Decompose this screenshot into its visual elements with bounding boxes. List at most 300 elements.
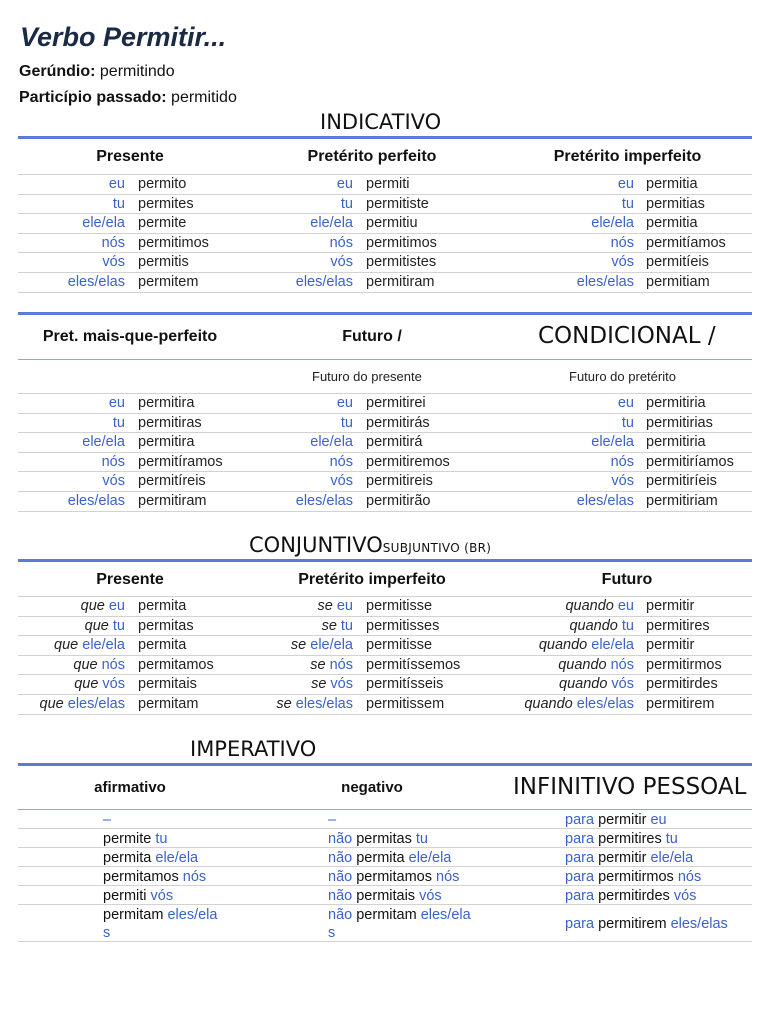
participio-line bbox=[19, 89, 237, 107]
table-row bbox=[18, 829, 752, 848]
verb-form: permitia bbox=[646, 215, 698, 232]
verb-form: permitamos bbox=[356, 869, 437, 885]
verb-form: permitais bbox=[356, 888, 420, 904]
participio-value: permitido bbox=[171, 89, 237, 106]
pronoun-cell bbox=[577, 493, 634, 509]
pronoun: nós bbox=[329, 453, 353, 470]
verb-form: permitiam bbox=[646, 273, 710, 290]
page-title: Verbo Permitir... bbox=[20, 22, 227, 52]
verb-form: permita bbox=[138, 598, 187, 614]
verb-form: permitirá bbox=[366, 434, 423, 451]
pronoun-cell bbox=[622, 196, 634, 212]
infinitivo-cell bbox=[565, 830, 765, 848]
verb-form: permitirem bbox=[598, 916, 671, 932]
pronoun: nós bbox=[329, 234, 353, 251]
verb-form: permitias bbox=[646, 195, 705, 212]
pronoun-cell bbox=[330, 473, 353, 489]
verb-form: permitissem bbox=[366, 695, 445, 712]
futuro-subrule bbox=[18, 359, 752, 360]
pronoun: eu bbox=[617, 598, 634, 614]
pronoun: vós bbox=[330, 473, 353, 490]
pronoun: tu bbox=[621, 414, 634, 431]
infinitivo-cell bbox=[565, 811, 765, 829]
pronoun-cell bbox=[318, 598, 353, 614]
table-row bbox=[18, 393, 752, 414]
pronoun-cell bbox=[322, 618, 353, 634]
pronoun-cell bbox=[565, 598, 634, 614]
verb-form: permitisse bbox=[366, 598, 433, 614]
condicional-title: CONDICIONAL / bbox=[538, 323, 716, 349]
verb-form: permitiríeis bbox=[646, 473, 717, 490]
table-row bbox=[18, 214, 752, 234]
verb-form: permitísseis bbox=[366, 676, 444, 693]
conjunction-word: quando bbox=[565, 598, 618, 614]
pronoun: eles/elas bbox=[670, 916, 728, 932]
negation-word: não bbox=[328, 869, 357, 885]
pronoun-cell bbox=[337, 395, 353, 411]
pronoun-cell bbox=[337, 176, 353, 192]
pronoun-cell bbox=[539, 637, 634, 653]
pronoun: ele/ela bbox=[82, 434, 125, 451]
conjuntivo-table bbox=[18, 596, 752, 715]
pronoun: eles/elas bbox=[295, 273, 353, 290]
negation-word: não bbox=[328, 831, 357, 847]
verb-form: permitirão bbox=[366, 492, 431, 509]
negativo-cell bbox=[328, 868, 508, 886]
pronoun: tu bbox=[112, 617, 125, 634]
negation-word: não bbox=[328, 888, 357, 904]
verb-form: permiti bbox=[366, 176, 410, 192]
pronoun-cell bbox=[73, 657, 125, 673]
verb-form: permitisse bbox=[366, 637, 433, 654]
negativo-cell bbox=[328, 887, 508, 905]
pronoun-cell bbox=[85, 618, 125, 634]
pronoun-cell bbox=[618, 176, 634, 192]
pronoun-cell bbox=[611, 473, 634, 489]
pronoun: eles/elas bbox=[67, 273, 125, 290]
verb-form: permitas bbox=[138, 617, 194, 634]
verb-form: permitimos bbox=[366, 234, 437, 251]
pronoun-cell bbox=[341, 415, 353, 431]
pronoun: nós bbox=[101, 656, 125, 673]
table-row bbox=[18, 675, 752, 695]
table-row bbox=[18, 886, 752, 905]
conjunction-word: que bbox=[84, 617, 113, 634]
pronoun-cell bbox=[622, 415, 634, 431]
pronoun: tu bbox=[665, 831, 678, 847]
verb-form: permitireis bbox=[366, 473, 433, 490]
participio-label: Particípio passado: bbox=[19, 89, 167, 106]
pronoun-cell bbox=[102, 454, 125, 470]
indicativo-rule bbox=[18, 136, 752, 139]
pronoun: tu bbox=[621, 195, 634, 212]
pronoun: ele/ela bbox=[155, 850, 199, 866]
verb-form: permite bbox=[138, 215, 187, 232]
verb-form: permitíramos bbox=[138, 453, 223, 470]
verb-form: permitires bbox=[598, 831, 666, 847]
table-row bbox=[18, 273, 752, 293]
pronoun: eu bbox=[650, 812, 667, 828]
pronoun: ele/ela bbox=[591, 434, 634, 451]
verb-form: permitir bbox=[646, 637, 695, 654]
pronoun-cell bbox=[109, 395, 125, 411]
conjunction-word: se bbox=[290, 637, 311, 654]
pronoun: tu bbox=[621, 617, 634, 634]
table-row bbox=[18, 433, 752, 453]
verb-form: permites bbox=[138, 195, 194, 212]
pronoun: nós bbox=[677, 869, 702, 885]
conjuntivo-subtitle: SUBJUNTIVO (BR) bbox=[382, 541, 492, 555]
pronoun: eu bbox=[336, 598, 353, 614]
pronoun-cell bbox=[591, 434, 634, 450]
verb-form: permitamos bbox=[103, 869, 183, 885]
pronoun-cell bbox=[559, 676, 634, 692]
pronoun-cell bbox=[558, 657, 634, 673]
conjunction-word: se bbox=[321, 617, 341, 634]
conjunction-word: que bbox=[39, 695, 68, 712]
pronoun: ele/ela bbox=[310, 215, 353, 232]
sub-futuro-preterito: Futuro do pretérito bbox=[569, 369, 676, 384]
pronoun-cell bbox=[310, 215, 353, 231]
pronoun: ele/ela bbox=[310, 434, 353, 451]
afirmativo-cell bbox=[103, 811, 253, 829]
conjunction-word: quando bbox=[558, 656, 611, 673]
pronoun-cell bbox=[611, 454, 634, 470]
futuro-table bbox=[18, 393, 752, 512]
pronoun: vós bbox=[673, 888, 697, 904]
verb-form: permitamos bbox=[138, 656, 214, 673]
pronoun: tu bbox=[415, 831, 428, 847]
pronoun-cell bbox=[577, 274, 634, 290]
pronoun-cell bbox=[109, 176, 125, 192]
pronoun-cell bbox=[102, 254, 125, 270]
pronoun: nós bbox=[329, 656, 353, 673]
pronoun: eu bbox=[336, 176, 353, 192]
pronoun-cell bbox=[330, 235, 353, 251]
para-word: para bbox=[565, 850, 599, 866]
pronoun-cell bbox=[68, 493, 125, 509]
verb-form: permitiriam bbox=[646, 492, 718, 509]
header-conj-imperfeito: Pretérito imperfeito bbox=[298, 571, 446, 588]
header-mais-que-perfeito: Pret. mais-que-perfeito bbox=[42, 328, 218, 345]
sub-futuro-presente: Futuro do presente bbox=[312, 369, 422, 384]
pronoun-cell bbox=[82, 434, 125, 450]
conjunction-word: se bbox=[317, 598, 337, 614]
pronoun-cell bbox=[311, 676, 353, 692]
pronoun: vós bbox=[330, 676, 353, 693]
pronoun: nós bbox=[101, 234, 125, 251]
verb-form: permite bbox=[103, 831, 156, 847]
verb-form: permitirdes bbox=[646, 676, 718, 693]
verb-form: permitirmos bbox=[646, 656, 722, 673]
negativo-cell bbox=[328, 811, 508, 829]
verb-form: permitistes bbox=[366, 254, 437, 271]
pronoun: vós bbox=[330, 254, 353, 271]
pronoun: eles/ela bbox=[420, 907, 471, 923]
pronoun: eles/elas bbox=[576, 492, 634, 509]
table-row bbox=[18, 195, 752, 215]
pronoun-cell bbox=[54, 637, 125, 653]
pronoun: ele/ela bbox=[310, 637, 353, 654]
table-row bbox=[18, 472, 752, 492]
pronoun-cell bbox=[310, 657, 353, 673]
verb-form: permitirmos bbox=[598, 869, 678, 885]
verb-form: permitíamos bbox=[646, 234, 726, 251]
table-row bbox=[18, 453, 752, 473]
pronoun-cell bbox=[330, 254, 353, 270]
verb-form: permita bbox=[356, 850, 409, 866]
pronoun: vós bbox=[102, 676, 125, 693]
pronoun-cell bbox=[276, 696, 353, 712]
conjuntivo-title-line bbox=[249, 533, 491, 557]
negativo-cell bbox=[328, 849, 508, 867]
pronoun: nós bbox=[101, 453, 125, 470]
verb-form: permitira bbox=[138, 395, 195, 411]
afirmativo-cell bbox=[103, 887, 253, 905]
gerundio-label: Gerúndio: bbox=[19, 63, 96, 80]
para-word: para bbox=[565, 916, 599, 932]
pronoun-cell bbox=[291, 637, 353, 653]
pronoun: vós bbox=[611, 676, 634, 693]
pronoun-cell bbox=[82, 215, 125, 231]
futuro-rule bbox=[18, 312, 752, 315]
verb-form: permitiste bbox=[366, 195, 429, 212]
indicativo-table bbox=[18, 174, 752, 293]
pronoun-cell bbox=[591, 215, 634, 231]
pronoun: ele/ela bbox=[408, 850, 452, 866]
negation-word: não bbox=[328, 850, 357, 866]
verb-form: permitirdes bbox=[598, 888, 674, 904]
para-word: para bbox=[565, 831, 599, 847]
table-row bbox=[18, 253, 752, 273]
conjunction-word: se bbox=[276, 695, 296, 712]
pronoun: tu bbox=[112, 414, 125, 431]
pronoun: ele/ela bbox=[82, 215, 125, 232]
pronoun: eles/ela bbox=[167, 907, 218, 923]
verb-form: permitirem bbox=[646, 695, 715, 712]
pronoun: vós bbox=[102, 473, 125, 490]
pronoun-cell bbox=[618, 395, 634, 411]
para-word: para bbox=[565, 888, 599, 904]
pronoun-cell bbox=[310, 434, 353, 450]
verb-form: permitam bbox=[138, 695, 199, 712]
pronoun-cell bbox=[113, 196, 125, 212]
pronoun: eles/elas bbox=[67, 695, 125, 712]
conjunction-word: que bbox=[54, 637, 83, 654]
verb-form: permita bbox=[138, 637, 187, 654]
conjunction-word: que bbox=[74, 676, 103, 693]
conjunction-word: se bbox=[310, 656, 330, 673]
infinitivo-cell bbox=[565, 849, 765, 867]
table-row bbox=[18, 848, 752, 867]
pronoun: nós bbox=[182, 869, 207, 885]
table-row bbox=[18, 596, 752, 617]
pronoun: tu bbox=[112, 195, 125, 212]
pronoun-cell bbox=[40, 696, 125, 712]
verb-form: permitem bbox=[138, 273, 199, 290]
pronoun: eu bbox=[336, 395, 353, 411]
pronoun: vós bbox=[102, 254, 125, 271]
verb-form: permitira bbox=[138, 434, 195, 451]
verb-form: permitir bbox=[598, 812, 651, 828]
table-row bbox=[18, 492, 752, 512]
pronoun-cell bbox=[102, 235, 125, 251]
pronoun-cell bbox=[81, 598, 125, 614]
pronoun: eu bbox=[108, 395, 125, 411]
afirmativo-cell bbox=[103, 906, 253, 942]
imperativo-title: IMPERATIVO bbox=[190, 737, 317, 761]
header-conj-futuro: Futuro bbox=[601, 571, 653, 588]
infinitivo-cell bbox=[565, 915, 765, 933]
verb-form: permitisses bbox=[366, 617, 440, 634]
verb-form: permitiria bbox=[646, 434, 706, 451]
table-row bbox=[18, 810, 752, 829]
verb-form: permitam bbox=[103, 907, 168, 923]
pronoun-cell bbox=[296, 493, 353, 509]
conjunction-word: se bbox=[311, 676, 331, 693]
verb-form: permitiríamos bbox=[646, 453, 734, 470]
verb-form: permitia bbox=[646, 176, 698, 192]
pronoun: vós bbox=[419, 888, 442, 904]
pronoun: eles/elas bbox=[67, 492, 125, 509]
verb-form: permitais bbox=[138, 676, 197, 693]
pronoun: eles/elas bbox=[295, 695, 353, 712]
pronoun-cell bbox=[113, 415, 125, 431]
afirmativo-cell bbox=[103, 868, 253, 886]
header-imperfeito: Pretérito imperfeito bbox=[553, 148, 702, 165]
pronoun: eu bbox=[108, 176, 125, 192]
pronoun: nós bbox=[610, 656, 634, 673]
para-word: para bbox=[565, 869, 599, 885]
pronoun: nós bbox=[610, 453, 634, 470]
pronoun-cell bbox=[611, 235, 634, 251]
pronoun: tu bbox=[340, 414, 353, 431]
verb-form: permitirei bbox=[366, 395, 426, 411]
gerundio-value: permitindo bbox=[99, 63, 175, 80]
header-presente: Presente bbox=[96, 148, 164, 165]
negativo-cell bbox=[328, 906, 508, 942]
infinitivo-cell bbox=[565, 887, 765, 905]
conjunction-word: que bbox=[80, 598, 109, 614]
pronoun: ele/ela bbox=[591, 215, 634, 232]
pronoun: tu bbox=[340, 617, 353, 634]
header-futuro: Futuro / bbox=[342, 328, 402, 345]
header-afirmativo: afirmativo bbox=[94, 779, 166, 796]
pronoun: nós bbox=[610, 234, 634, 251]
verb-form: permitam bbox=[356, 907, 421, 923]
verb-form: permitiram bbox=[366, 273, 435, 290]
pronoun-cell bbox=[102, 473, 125, 489]
verb-form: permitires bbox=[646, 617, 710, 634]
pronoun: eles/elas bbox=[576, 273, 634, 290]
header-conj-presente: Presente bbox=[96, 571, 164, 588]
pronoun-cell bbox=[341, 196, 353, 212]
header-perfeito: Pretérito perfeito bbox=[307, 148, 437, 165]
afirmativo-cell bbox=[103, 830, 253, 848]
negation-word: não bbox=[328, 907, 357, 923]
table-row bbox=[18, 905, 752, 942]
verb-form: permita bbox=[103, 850, 156, 866]
verb-form: permitiras bbox=[138, 414, 202, 431]
header-negativo: negativo bbox=[341, 779, 403, 796]
pronoun: – bbox=[103, 812, 112, 828]
pronoun: eu bbox=[617, 176, 634, 192]
verb-form: permitíssemos bbox=[366, 656, 461, 673]
pronoun-cell bbox=[611, 254, 634, 270]
verb-form: permito bbox=[138, 176, 187, 192]
verb-form: permitirias bbox=[646, 414, 713, 431]
verb-form: permitíreis bbox=[138, 473, 206, 490]
table-row bbox=[18, 656, 752, 676]
conjunction-word: quando bbox=[569, 617, 622, 634]
conjunction-word: quando bbox=[559, 676, 612, 693]
verb-form: permitiremos bbox=[366, 453, 450, 470]
verb-form: permitas bbox=[356, 831, 416, 847]
gerundio-line bbox=[19, 63, 175, 81]
negativo-cell bbox=[328, 830, 508, 848]
verb-form: permitimos bbox=[138, 234, 209, 251]
verb-form: permitiria bbox=[646, 395, 706, 411]
pronoun: vós bbox=[150, 888, 174, 904]
pronoun: ele/ela bbox=[591, 637, 634, 654]
infinitivo-cell bbox=[565, 868, 765, 886]
verb-form: permitis bbox=[138, 254, 189, 271]
pronoun: tu bbox=[340, 195, 353, 212]
table-row bbox=[18, 695, 752, 715]
pronoun: eu bbox=[617, 395, 634, 411]
pronoun: nós bbox=[436, 869, 460, 885]
pronoun: eles/elas bbox=[295, 492, 353, 509]
verb-form: permitirás bbox=[366, 414, 430, 431]
pronoun-cell bbox=[330, 454, 353, 470]
pronoun-cell bbox=[68, 274, 125, 290]
pronoun: ele/ela bbox=[82, 637, 125, 654]
table-row bbox=[18, 234, 752, 254]
verb-form: permitíeis bbox=[646, 254, 709, 271]
pronoun: tu bbox=[155, 831, 168, 847]
table-row bbox=[18, 414, 752, 434]
verb-form: permitiu bbox=[366, 215, 418, 232]
pronoun: ele/ela bbox=[650, 850, 694, 866]
table-row bbox=[18, 617, 752, 637]
pronoun-cell bbox=[569, 618, 634, 634]
afirmativo-cell bbox=[103, 849, 253, 867]
pronoun-cell bbox=[296, 274, 353, 290]
verb-form: permitir bbox=[598, 850, 651, 866]
imperativo-rule bbox=[18, 763, 752, 766]
verb-form: permitiram bbox=[138, 492, 207, 509]
verb-form: permiti bbox=[103, 888, 151, 904]
infinitivo-pessoal-title: INFINITIVO PESSOAL bbox=[513, 774, 747, 800]
verb-form: permitir bbox=[646, 598, 695, 614]
conjunction-word: que bbox=[73, 656, 102, 673]
pronoun-wrap: s bbox=[103, 925, 111, 941]
imperativo-table bbox=[18, 810, 752, 942]
table-row bbox=[18, 636, 752, 656]
conjunction-word: quando bbox=[524, 695, 577, 712]
pronoun: – bbox=[328, 812, 337, 828]
table-row bbox=[18, 174, 752, 195]
conjuntivo-rule bbox=[18, 559, 752, 562]
pronoun: vós bbox=[611, 473, 634, 490]
conjuntivo-title: CONJUNTIVO bbox=[249, 533, 383, 557]
pronoun-cell bbox=[524, 696, 634, 712]
pronoun: eles/elas bbox=[576, 695, 634, 712]
pronoun-cell bbox=[74, 676, 125, 692]
indicativo-title: INDICATIVO bbox=[320, 110, 442, 134]
pronoun: eu bbox=[108, 598, 125, 614]
pronoun: vós bbox=[611, 254, 634, 271]
